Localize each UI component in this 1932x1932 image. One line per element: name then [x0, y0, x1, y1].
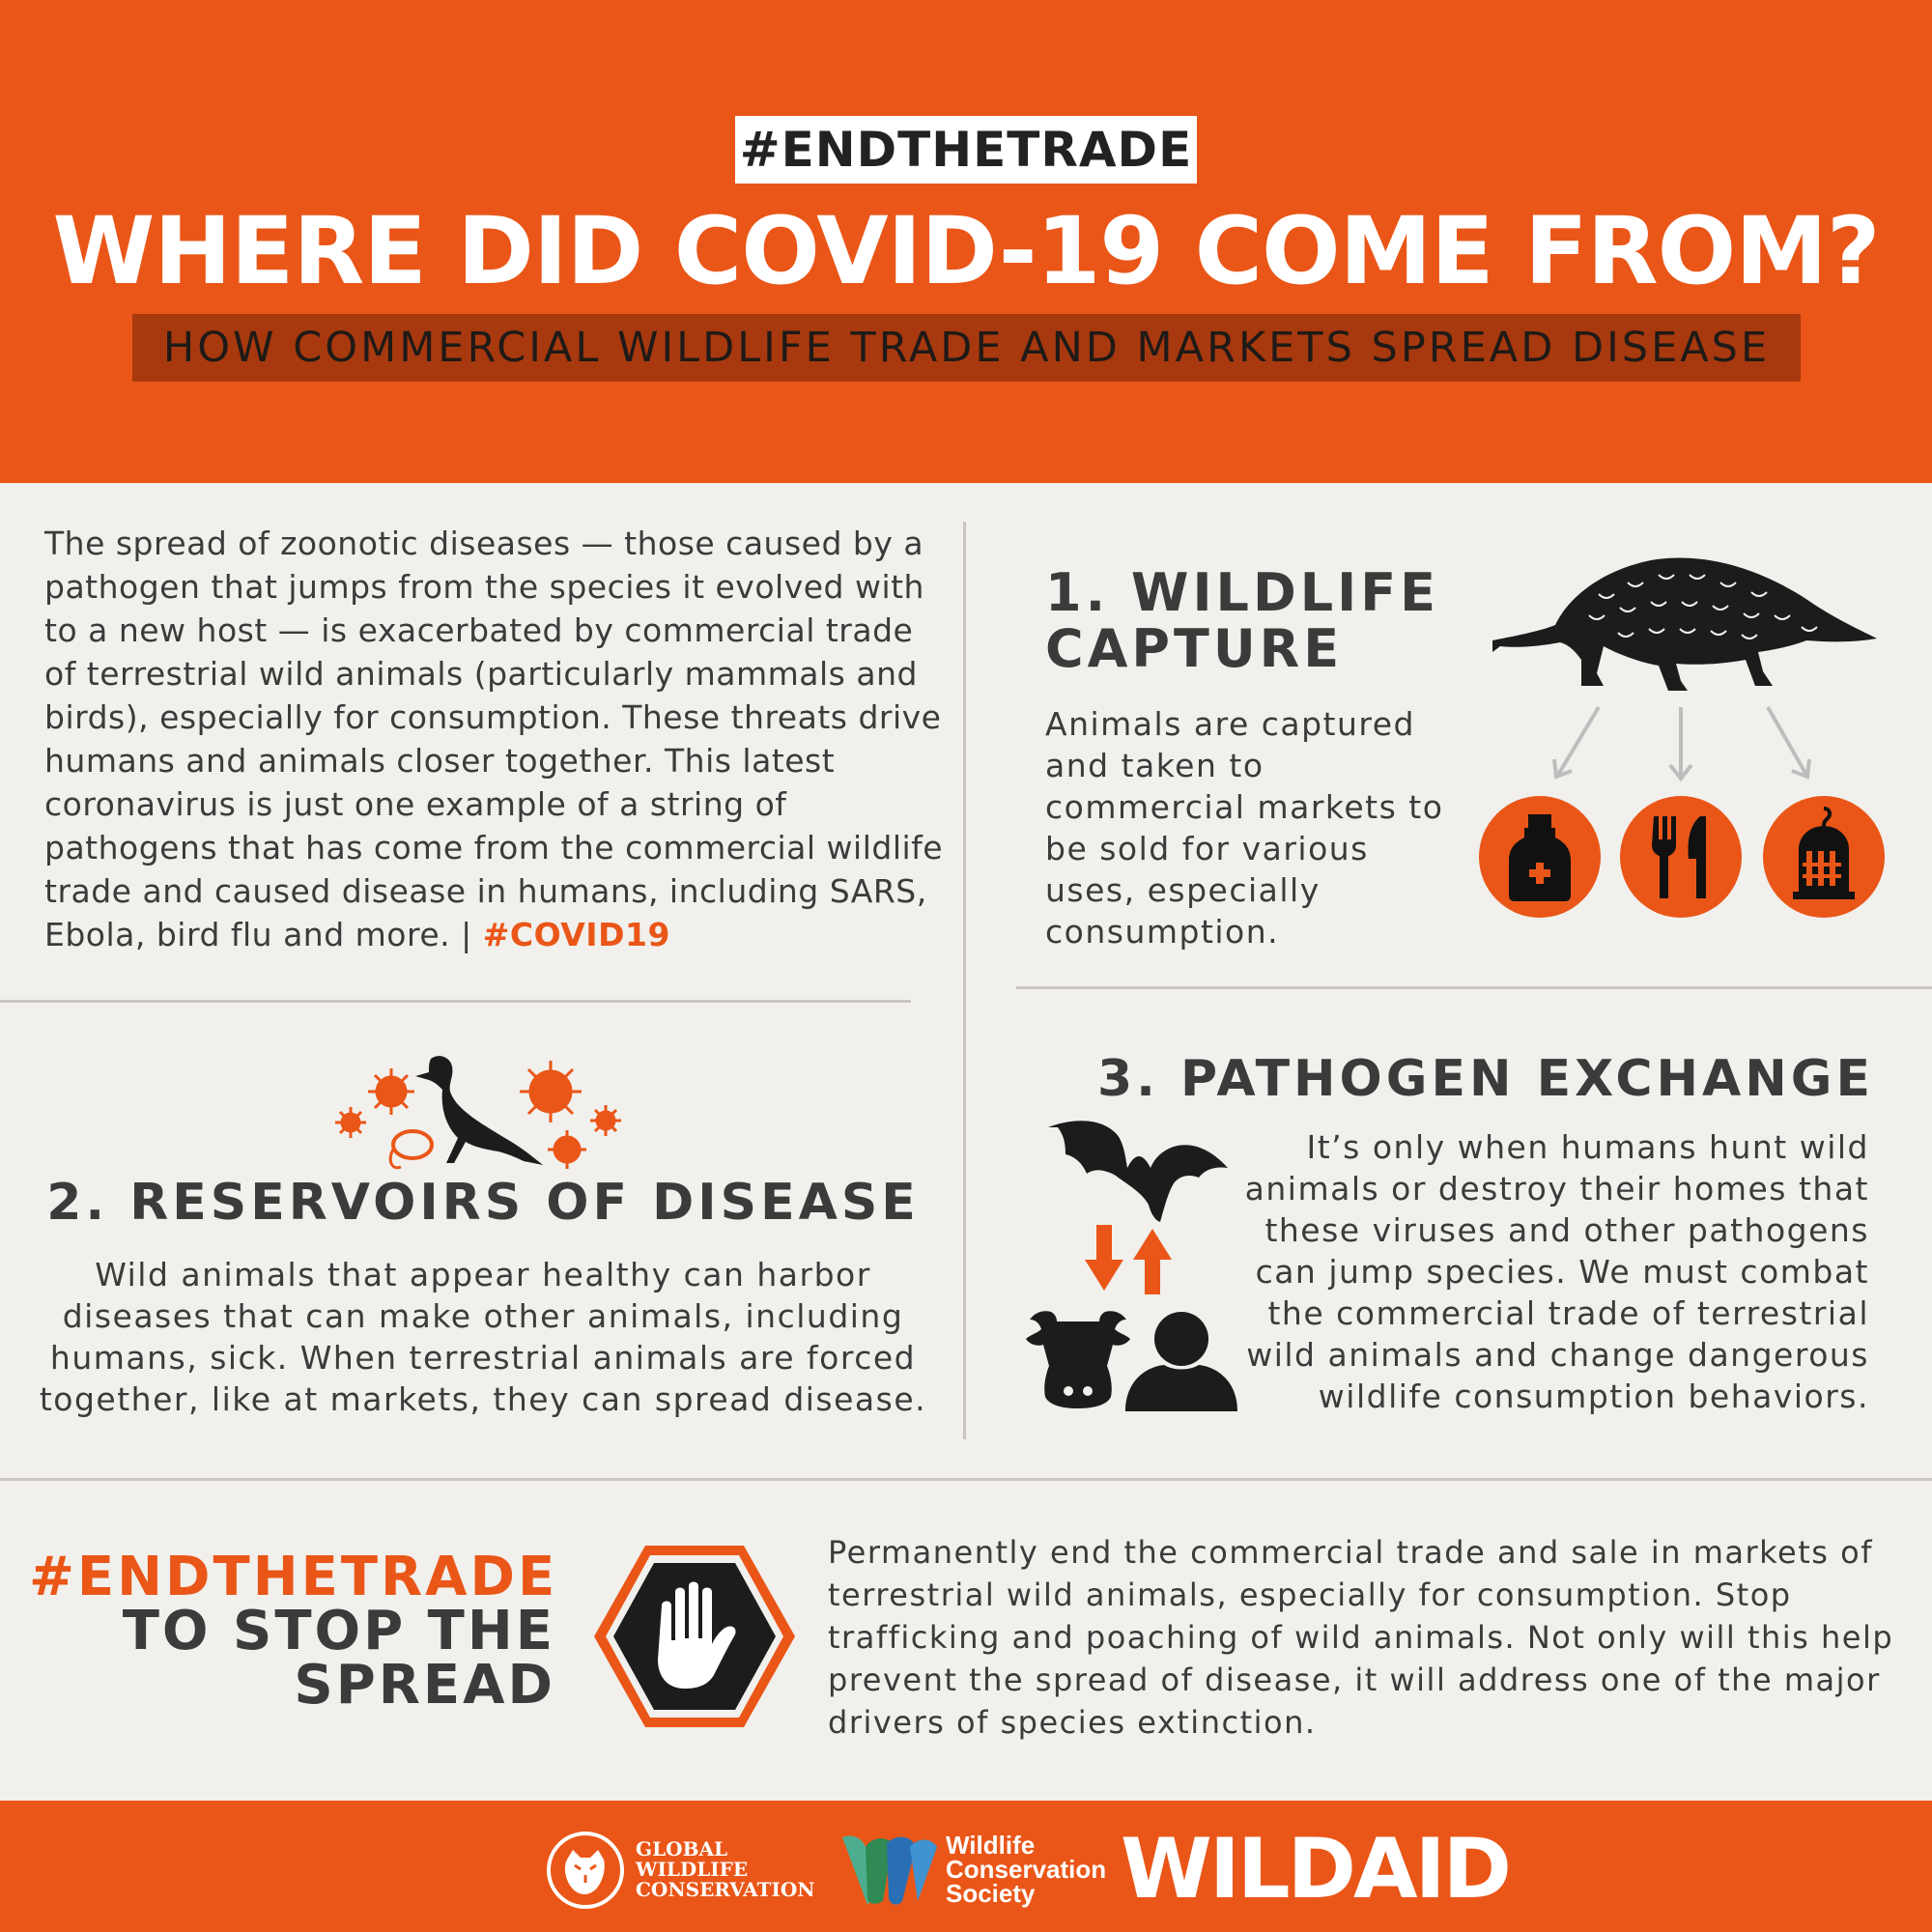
- medicine-bottle-icon: [1478, 795, 1602, 919]
- section2-heading: 2. RESERVOIRS OF DISEASE: [46, 1174, 920, 1232]
- wcs-line2: Conservation: [946, 1855, 1107, 1884]
- section3-heading: 3. PATHOGEN EXCHANGE: [1096, 1050, 1874, 1108]
- arrows-down-icon: [1541, 705, 1821, 782]
- intro-text: The spread of zoonotic diseases — those caused by a pathogen that jumps from the species it evolved with to a new host — is exacerbated by commercial trade of terrestrial wild animals (particularly mammals and birds), especially for consumption. These threats drive humans and animals closer together. This latest coronavirus is just one example of a string of pathogens that has come from the commercial wildlife trade and caused disease in humans, including SARS, Ebola, bird flu and more. |: [44, 525, 944, 953]
- wcs-line3: Society: [946, 1879, 1036, 1908]
- page-subtitle: HOW COMMERCIAL WILDLIFE TRADE AND MARKETS SPREAD DISEASE: [132, 314, 1801, 382]
- section3-body: It’s only when humans hunt wild animals or destroy their homes that these viruses and other pathogens can jump species. We must combat the commercial trade of terrestrial wild animals and change dangerous wildlife consumption behaviors.: [1244, 1128, 1869, 1415]
- bat-icon: [1048, 1116, 1232, 1222]
- intro-paragraph: [44, 522, 952, 956]
- cta-body: Permanently end the commercial trade and sale in markets of terrestrial wild animals, especially for consumption. Stop trafficking and poaching of wild animals. Not only will this help prevent the spread of disease, it will address one of the major drivers of species extinction.: [828, 1534, 1894, 1741]
- cta-line2: TO STOP THE: [122, 1600, 555, 1662]
- header-banner: [0, 0, 1932, 483]
- stop-hand-icon: [592, 1544, 797, 1729]
- pigeon-icon: [415, 1053, 546, 1169]
- covid-hashtag: #COVID19: [482, 916, 670, 953]
- vertical-divider: [963, 522, 966, 1439]
- section2-body: Wild animals that appear healthy can harbor diseases that can make other animals, including humans, sick. When terrestrial animals are forced together, like at markets, they can spread disease.: [39, 1256, 927, 1418]
- gwc-line3: CONSERVATION: [636, 1878, 815, 1901]
- wildaid-logo: WILDAID: [1121, 1821, 1509, 1918]
- section1-body: Animals are captured and taken to commercial markets to be sold for various uses, especially consumption.: [1045, 705, 1444, 951]
- cta-heading: [29, 1546, 558, 1717]
- divider-left: [0, 1000, 911, 1003]
- divider-right: [1016, 986, 1932, 989]
- gwc-line2: WILDLIFE: [636, 1858, 749, 1881]
- gwc-line1: GLOBAL: [636, 1837, 728, 1861]
- exchange-arrows-icon: [1085, 1225, 1174, 1294]
- bird-cage-icon: [1762, 795, 1886, 919]
- tiger-logo-icon: [546, 1831, 625, 1910]
- page-title: WHERE DID COVID-19 COME FROM?: [52, 197, 1880, 305]
- person-icon: [1125, 1310, 1237, 1411]
- wcs-line1: Wildlife: [946, 1831, 1036, 1860]
- gwc-logo-text: [636, 1839, 815, 1900]
- wcs-logo-text: [946, 1833, 1106, 1906]
- header-hashtag: #ENDTHETRADE: [735, 116, 1197, 184]
- cta-line3: SPREAD: [294, 1654, 555, 1717]
- divider-bottom: [0, 1478, 1932, 1481]
- wcs-logo-icon: [840, 1833, 939, 1906]
- pangolin-icon: [1483, 546, 1879, 700]
- cow-icon: [1026, 1306, 1130, 1410]
- section1-heading: 1. WILDLIFE CAPTURE: [1045, 562, 1440, 679]
- fork-knife-icon: [1619, 795, 1743, 919]
- cta-hashtag: #ENDTHETRADE: [29, 1546, 558, 1608]
